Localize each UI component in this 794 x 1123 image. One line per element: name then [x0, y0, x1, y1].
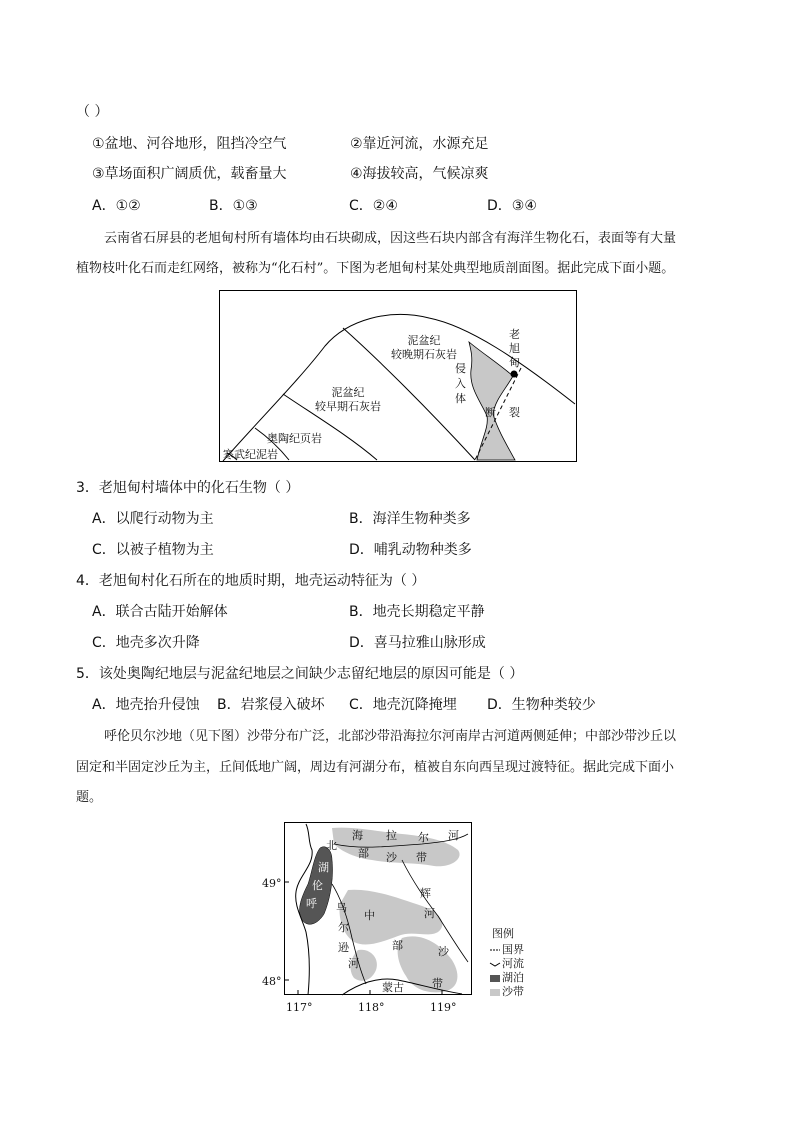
label-wuerxun-2: 尔	[338, 921, 349, 934]
question-5-stem: 5．该处奥陶纪地层与泥盆纪地层之间缺少志留纪地层的原因可能是（ ）	[76, 666, 524, 682]
hulunbuir-map-figure	[262, 820, 532, 1020]
q4-choice-a: A．联合古陆开始解体	[92, 604, 228, 620]
question-3-stem: 3．老旭甸村墙体中的化石生物（ ）	[76, 480, 300, 496]
label-wuerxun-4: 河	[348, 957, 359, 970]
passage-2-line-3: 题。	[76, 790, 103, 805]
label-fault-2: 裂	[509, 406, 520, 419]
label-lake-1: 湖	[318, 861, 329, 874]
q4-choice-b: B．地壳长期稳定平静	[349, 604, 485, 620]
legend-border-label: 国界	[502, 943, 524, 956]
q4-choice-c: C．地壳多次升降	[92, 635, 200, 651]
label-wuerxun-3: 逊	[338, 941, 349, 954]
legend-lake-icon	[490, 975, 500, 982]
label-central-1: 中	[364, 909, 375, 922]
question-2-bracket: （ ）	[76, 104, 109, 120]
label-ordovician: 奥陶纪页岩	[267, 432, 322, 445]
lon-118-label: 118°	[358, 1001, 385, 1014]
question-4-stem: 4．老旭甸村化石所在的地质时期，地壳运动特征为（ ）	[76, 573, 426, 589]
q5-choice-b: B．岩浆侵入破坏	[217, 697, 325, 713]
legend-sand-label: 沙带	[502, 985, 524, 998]
passage-2-line-2: 固定和半固定沙丘为主，丘间低地广阔，周边有河湖分布，植被自东向西呈现过渡特征。据此完成下面小	[76, 760, 675, 775]
label-central-2: 部	[392, 939, 403, 952]
q2-option-3: ③草场面积广阔质优，载畜量大	[92, 166, 287, 182]
label-village: 老 旭 甸	[509, 328, 520, 369]
lat-49-label: 49°	[262, 877, 282, 890]
q2-choice-d: D．③④	[487, 198, 537, 214]
village-point-icon	[511, 371, 518, 378]
label-fault-1: 断	[485, 406, 496, 419]
q2-option-1: ①盆地、河谷地形，阻挡冷空气	[92, 136, 287, 152]
q2-choice-a: A．①②	[92, 198, 141, 214]
q5-choice-c: C．地壳沉降掩埋	[349, 697, 457, 713]
label-cambrian: 寒武纪泥岩	[223, 448, 278, 461]
label-north-2: 部	[358, 847, 369, 860]
label-north-3: 沙	[386, 851, 397, 864]
q2-option-2: ②靠近河流，水源充足	[350, 136, 489, 152]
label-hailaer-1: 海	[352, 829, 363, 842]
lon-117-label: 117°	[286, 1001, 313, 1014]
q2-choice-b: B．①③	[209, 198, 258, 214]
q5-choice-d: D．生物种类较少	[487, 697, 596, 713]
lat-48-label: 48°	[262, 975, 282, 988]
q3-choice-a: A．以爬行动物为主	[92, 511, 214, 527]
geologic-section-figure	[219, 290, 577, 462]
q5-choice-a: A．地壳抬升侵蚀	[92, 697, 200, 713]
label-devonian-early: 泥盆纪 较早期石灰岩	[315, 386, 381, 413]
label-north-4: 带	[416, 851, 427, 864]
lon-119-label: 119°	[430, 1001, 457, 1014]
q3-choice-c: C．以被子植物为主	[92, 542, 214, 558]
q2-option-4: ④海拔较高，气候凉爽	[350, 166, 489, 182]
label-central-3: 沙	[438, 945, 449, 958]
label-central-4: 带	[432, 977, 443, 990]
label-intrusion: 侵 入 体	[455, 362, 466, 405]
q2-choice-c: C．②④	[349, 198, 398, 214]
label-hailaer-2: 拉	[386, 829, 397, 842]
legend-title: 图例	[492, 927, 514, 940]
label-north-1: 北	[326, 839, 337, 852]
legend-river-label: 河流	[502, 957, 524, 970]
passage-1-line-1: 云南省石屏县的老旭甸村所有墙体均由石块砌成，因这些石块内部含有海洋生物化石，表面等有大量	[104, 231, 677, 246]
label-lake-2: 伦	[312, 879, 323, 892]
passage-2-line-1: 呼伦贝尔沙地（见下图）沙带分布广泛，北部沙带沿海拉尔河南岸古河道两侧延伸；中部沙带沙丘以	[104, 729, 677, 744]
label-lake-3: 呼	[306, 897, 317, 910]
label-mongolia: 蒙古	[382, 981, 404, 994]
label-huihe-1: 辉	[420, 887, 431, 900]
label-devonian-late: 泥盆纪 较晚期石灰岩	[391, 334, 457, 361]
q3-choice-b: B．海洋生物种类多	[349, 511, 471, 527]
label-hailaer-3: 尔	[418, 831, 429, 844]
label-wuerxun-1: 乌	[336, 901, 347, 914]
passage-1-line-2: 植物枝叶化石而走红网络，被称为“化石村”。下图为老旭甸村某处典型地质剖面图。据此完成下面小题。	[76, 261, 675, 276]
legend-river-icon	[490, 963, 500, 966]
legend-sand-icon	[490, 989, 500, 996]
q3-choice-d: D．哺乳动物种类多	[349, 542, 472, 558]
legend-lake-label: 湖泊	[502, 971, 524, 984]
label-huihe-2: 河	[424, 907, 435, 920]
q4-choice-d: D．喜马拉雅山脉形成	[349, 635, 486, 651]
label-hailaer-4: 河	[448, 829, 459, 842]
